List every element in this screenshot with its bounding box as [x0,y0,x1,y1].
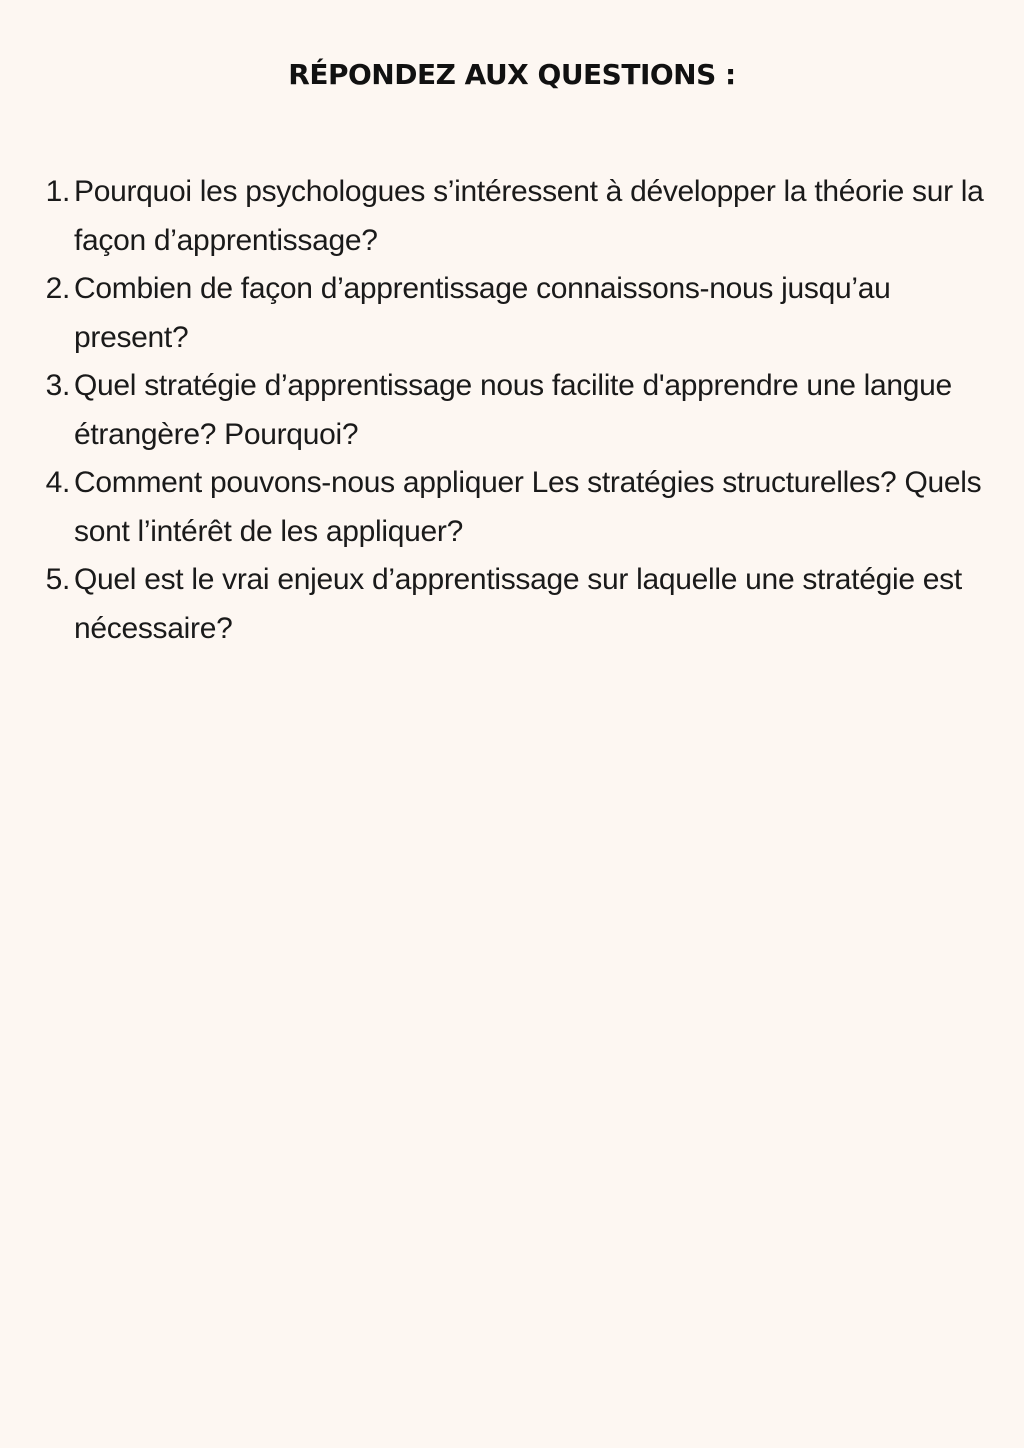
list-item-question-4 [0,459,1000,556]
question-text: Combien de façon d’apprentissage connaissons-nous jusqu’au present? [74,272,891,354]
question-list [0,168,1000,653]
list-item-question-3 [0,362,1000,459]
question-text: Pourquoi les psychologues s’intéressent à développer la théorie sur la façon d’apprentissage? [74,175,984,257]
question-number: 2. [45,272,70,305]
list-item-question-5 [0,556,1000,653]
question-number: 3. [45,369,70,402]
page-title: RÉPONDEZ AUX QUESTIONS : [288,58,736,91]
question-number: 4. [45,466,70,499]
question-number: 1. [45,175,70,208]
list-item-question-1 [0,168,1000,265]
question-text: Quel stratégie d’apprentissage nous facilite d'apprendre une langue étrangère? Pourquoi? [74,369,952,451]
question-text: Comment pouvons-nous appliquer Les stratégies structurelles? Quels sont l’intérêt de les appliquer? [74,466,982,548]
list-item-question-2 [0,265,1000,362]
question-number: 5. [45,563,70,596]
question-text: Quel est le vrai enjeux d’apprentissage sur laquelle une stratégie est nécessaire? [74,563,962,645]
